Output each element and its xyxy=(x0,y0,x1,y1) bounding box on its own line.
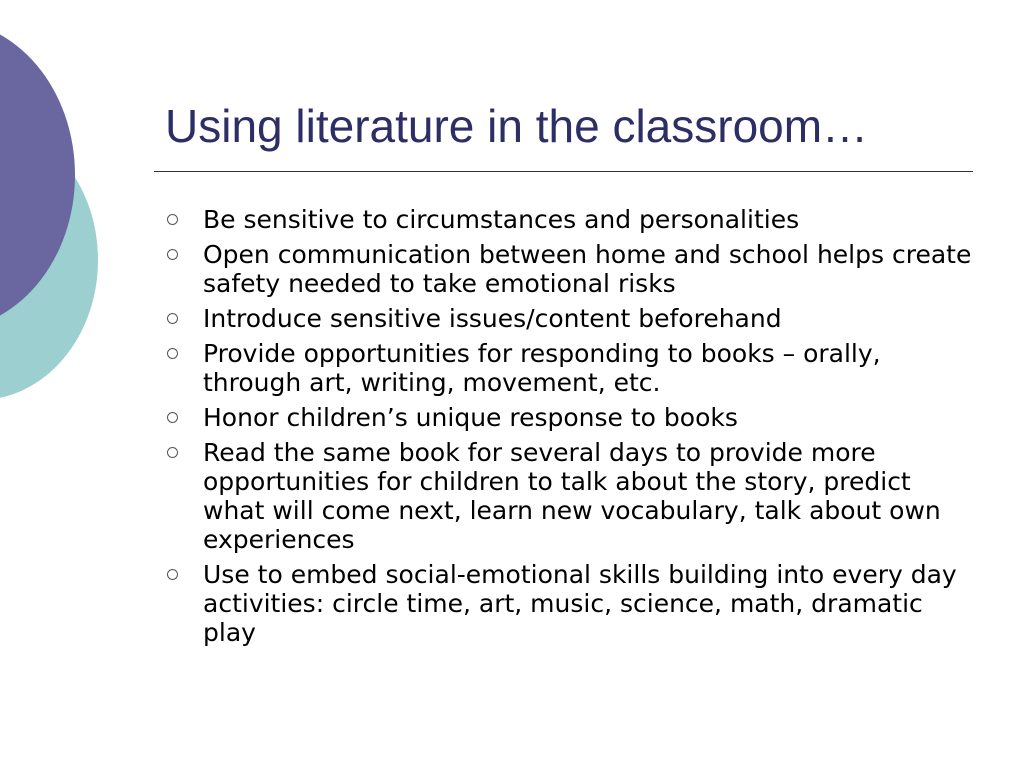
bullet-item xyxy=(160,240,975,298)
hollow-circle-bullet-icon xyxy=(167,249,178,260)
slide-title: Using literature in the classroom… xyxy=(165,100,869,152)
hollow-circle-bullet-icon xyxy=(167,569,178,580)
bullet-text: Use to embed social-emotional skills building into every day activities: circle time, art, music, science, math, dramatic play xyxy=(203,560,957,647)
hollow-circle-bullet-icon xyxy=(167,447,178,458)
hollow-circle-bullet-icon xyxy=(167,313,178,324)
bullet-item xyxy=(160,403,975,432)
bullet-item xyxy=(160,205,975,234)
bullet-text: Honor children’s unique response to books xyxy=(203,403,738,432)
bullet-item xyxy=(160,560,975,647)
bullet-item xyxy=(160,304,975,333)
hollow-circle-bullet-icon xyxy=(167,214,178,225)
bullet-text: Read the same book for several days to provide more opportunities for children to talk about the story, predict what will come next, learn new vocabulary, talk about own experiences xyxy=(203,438,941,554)
bullet-text: Open communication between home and school helps create safety needed to take emotional risks xyxy=(203,240,972,298)
bullet-text: Be sensitive to circumstances and personalities xyxy=(203,205,800,234)
bullet-item xyxy=(160,339,975,397)
hollow-circle-bullet-icon xyxy=(167,412,178,423)
bullet-text: Provide opportunities for responding to books – orally, through art, writing, movement, etc. xyxy=(203,339,881,397)
hollow-circle-bullet-icon xyxy=(167,348,178,359)
bullet-text: Introduce sensitive issues/content beforehand xyxy=(203,304,782,333)
bullet-list xyxy=(160,205,975,653)
bullet-item xyxy=(160,438,975,554)
title-divider xyxy=(154,171,973,172)
